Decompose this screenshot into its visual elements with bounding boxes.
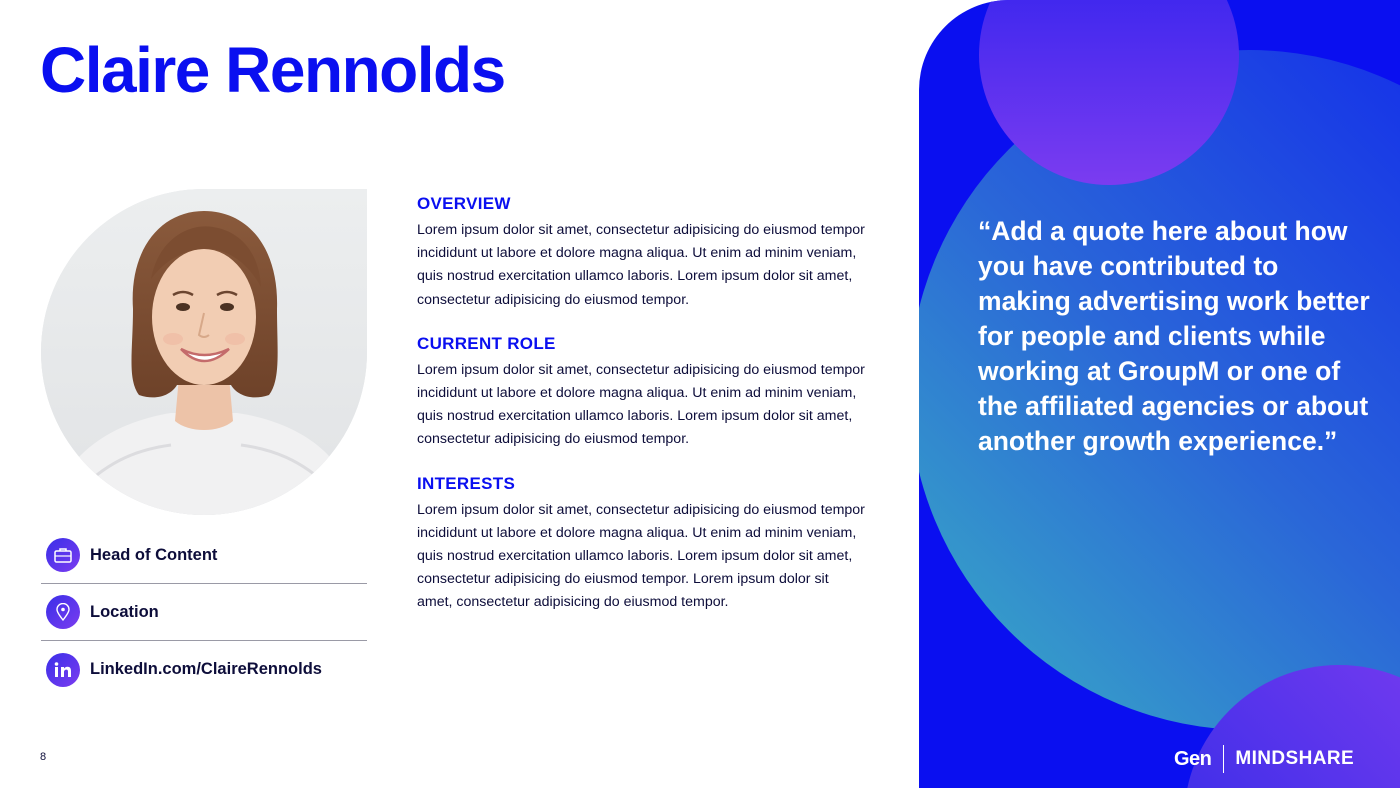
portrait-illustration (41, 189, 367, 515)
section-body: Lorem ipsum dolor sit amet, consectetur adipisicing do eiusmod tempor incididunt ut labore et dolore magna aliqua. Ut enim ad minim veniam, quis nostrud exercitation ullamco laboris. Lorem ipsum dolor sit amet, consectetur adipisicing do eiusmod tempor. (417, 222, 865, 308)
section-overview (417, 192, 867, 312)
section-heading: INTERESTS (417, 473, 516, 493)
contact-item-location (41, 584, 367, 641)
quote-panel (919, 0, 1400, 788)
page-number: 8 (40, 751, 47, 763)
section-current-role (417, 332, 867, 452)
section-body: Lorem ipsum dolor sit amet, consectetur adipisicing do eiusmod tempor incididunt ut labore et dolore magna aliqua. Ut enim ad minim veniam, quis nostrud exercitation ullamco laboris. Lorem ipsum dolor sit amet, consectetur adipisicing do eiusmod tempor. (417, 361, 865, 448)
logo-mindshare-text: MINDSHARE (1235, 748, 1355, 769)
section-heading: OVERVIEW (417, 194, 511, 213)
briefcase-icon (46, 538, 80, 572)
logo-divider (1223, 745, 1224, 773)
brand-logo (1174, 744, 1354, 774)
linkedin-icon (46, 653, 80, 687)
contact-label: Location (90, 602, 159, 621)
contact-list (41, 527, 367, 698)
section-interests (417, 472, 867, 615)
contact-item-role (41, 527, 367, 584)
logo-gen-text: Gen (1174, 747, 1212, 770)
profile-sections (417, 192, 867, 635)
contact-label: Head of Content (90, 545, 218, 564)
contact-item-linkedin[interactable] (41, 641, 367, 698)
section-body: Lorem ipsum dolor sit amet, consectetur adipisicing do eiusmod tempor incididunt ut labore et dolore magna aliqua. Ut enim ad minim veniam, quis nostrud exercitation ullamco laboris. Lorem ipsum dolor sit amet, consectetur adipisicing do eiusmod tempor. Lorem ipsum dolor sit amet, consectetur adipisicing do eiusmod tempor. (417, 501, 865, 611)
profile-name: Claire Rennolds (40, 34, 505, 106)
profile-photo (41, 189, 367, 515)
testimonial-quote: “Add a quote here about how you have contributed to making advertising work better for people and clients while working at GroupM or one of the affiliated agencies or about another growth experience.” (978, 216, 1370, 456)
section-heading: CURRENT ROLE (417, 333, 556, 353)
location-pin-icon (46, 595, 80, 629)
linkedin-link[interactable]: LinkedIn.com/ClaireRennolds (90, 660, 322, 678)
